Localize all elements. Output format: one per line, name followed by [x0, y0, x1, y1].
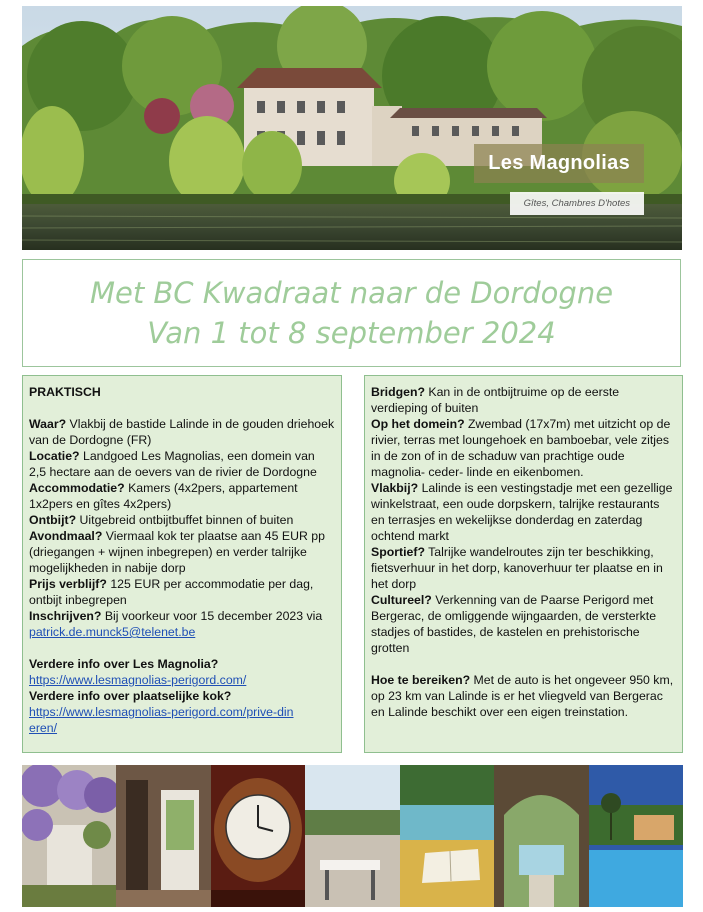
photo-clock [211, 765, 305, 907]
bereiken-label: Hoe te bereiken? [371, 673, 471, 687]
domein-label: Op het domein? [371, 417, 465, 431]
locatie-paragraph [29, 448, 335, 480]
photo-strip [22, 765, 683, 907]
photo-terrace [305, 765, 399, 907]
email-link[interactable]: patrick.de.munck5@telenet.be [29, 625, 196, 639]
domein-text: Zwembad (17x7m) met uitzicht op de rivier, terras met loungehoek en bamboebar, vele zitjes in de zon of in de schaduw van prachtige oude magnolia- ceder- linde en eikenbomen. [371, 417, 671, 479]
photo-arch [494, 765, 588, 907]
title-line-2: Van 1 tot 8 september 2024 [147, 316, 556, 350]
waar-paragraph [29, 416, 335, 448]
vlakbij-label: Vlakbij? [371, 481, 419, 495]
bridgen-text: Kan in de ontbijtruime op de eerste verdieping of buiten [371, 385, 620, 415]
accommodatie-label: Accommodatie? [29, 481, 125, 495]
inschrijven-paragraph [29, 608, 335, 624]
prijs-paragraph [29, 576, 335, 608]
les-magnolias-website-link[interactable]: https://www.lesmagnolias-perigord.com/ [29, 673, 247, 687]
ontbijt-paragraph [29, 512, 335, 528]
vlakbij-text: Lalinde is een vestingstadje met een gezellige winkelstraat, een oude dorpskern, talrijke restaurants en terrasjes en wekelijkse donderdag en zaterdag ochtend markt [371, 481, 673, 543]
accommodatie-text: Kamers (4x2pers, appartement 1x2pers en gîtes 4x2pers) [29, 481, 298, 511]
activities-panel [364, 375, 683, 753]
bridgen-paragraph [371, 384, 676, 416]
avondmaal-paragraph [29, 528, 335, 576]
info-les-magnolia-label: Verdere info over Les Magnolia? [29, 657, 219, 671]
waar-text: Vlakbij de bastide Lalinde in de gouden driehoek van de Dordogne (FR) [29, 417, 335, 447]
photo-pool-night [589, 765, 683, 907]
bereiken-paragraph [371, 672, 676, 720]
brand-label: Les Magnolias [474, 144, 644, 183]
domein-paragraph [371, 416, 676, 480]
inschrijven-text: Bij voorkeur voor 15 december 2023 via [101, 609, 323, 623]
section-heading: PRAKTISCH [29, 385, 101, 399]
info-kok-label: Verdere info over plaatselijke kok? [29, 689, 232, 703]
prive-dineren-link[interactable]: https://www.lesmagnolias-perigord.com/prive-dineren/ [29, 705, 294, 735]
title-line-1: Met BC Kwadraat naar de Dordogne [89, 276, 614, 310]
title-box [22, 259, 681, 367]
avondmaal-text: Viermaal kok ter plaatse aan 45 EUR pp (driegangen + wijnen inbegrepen) en verder talrijke mogelijkheden in nabije dorp [29, 529, 325, 575]
ontbijt-text: Uitgebreid ontbijtbuffet binnen of buiten [76, 513, 294, 527]
cultureel-text: Verkenning van de Paarse Perigord met Bergerac, de omliggende wijngaarden, de versterkte stadjes of bastides, de kastelen en prehistorische grotten [371, 593, 657, 655]
locatie-text: Landgoed Les Magnolias, een domein van 2,5 hectare aan de oevers van de rivier de Dordogne [29, 449, 317, 479]
vlakbij-paragraph [371, 480, 676, 544]
accommodatie-paragraph [29, 480, 335, 512]
brand-subtitle: Gîtes, Chambres D'hotes [510, 192, 644, 215]
sportief-text: Talrijke wandelroutes zijn ter beschikking, fietsverhuur in het dorp, kanoverhuur ter plaatse en in het dorp [371, 545, 663, 591]
bridgen-label: Bridgen? [371, 385, 425, 399]
practical-info-panel [22, 375, 342, 753]
waar-label: Waar? [29, 417, 67, 431]
sportief-paragraph [371, 544, 676, 592]
ontbijt-label: Ontbijt? [29, 513, 77, 527]
cultureel-paragraph [371, 592, 676, 656]
bereiken-text: Met de auto is het ongeveer 950 km, op 23 km van Lalinde is er het vliegveld van Bergerac en Lalinde beschikt over een eigen treinstation. [371, 673, 674, 719]
cultureel-label: Cultureel? [371, 593, 432, 607]
photo-door [116, 765, 210, 907]
locatie-label: Locatie? [29, 449, 80, 463]
hero-photo [22, 6, 682, 250]
prijs-label: Prijs verblijf? [29, 577, 107, 591]
sportief-label: Sportief? [371, 545, 425, 559]
inschrijven-label: Inschrijven? [29, 609, 102, 623]
avondmaal-label: Avondmaal? [29, 529, 103, 543]
prijs-text: 125 EUR per accommodatie per dag, ontbijt inbegrepen [29, 577, 314, 607]
photo-wisteria [22, 765, 116, 907]
photo-pool-book [400, 765, 494, 907]
